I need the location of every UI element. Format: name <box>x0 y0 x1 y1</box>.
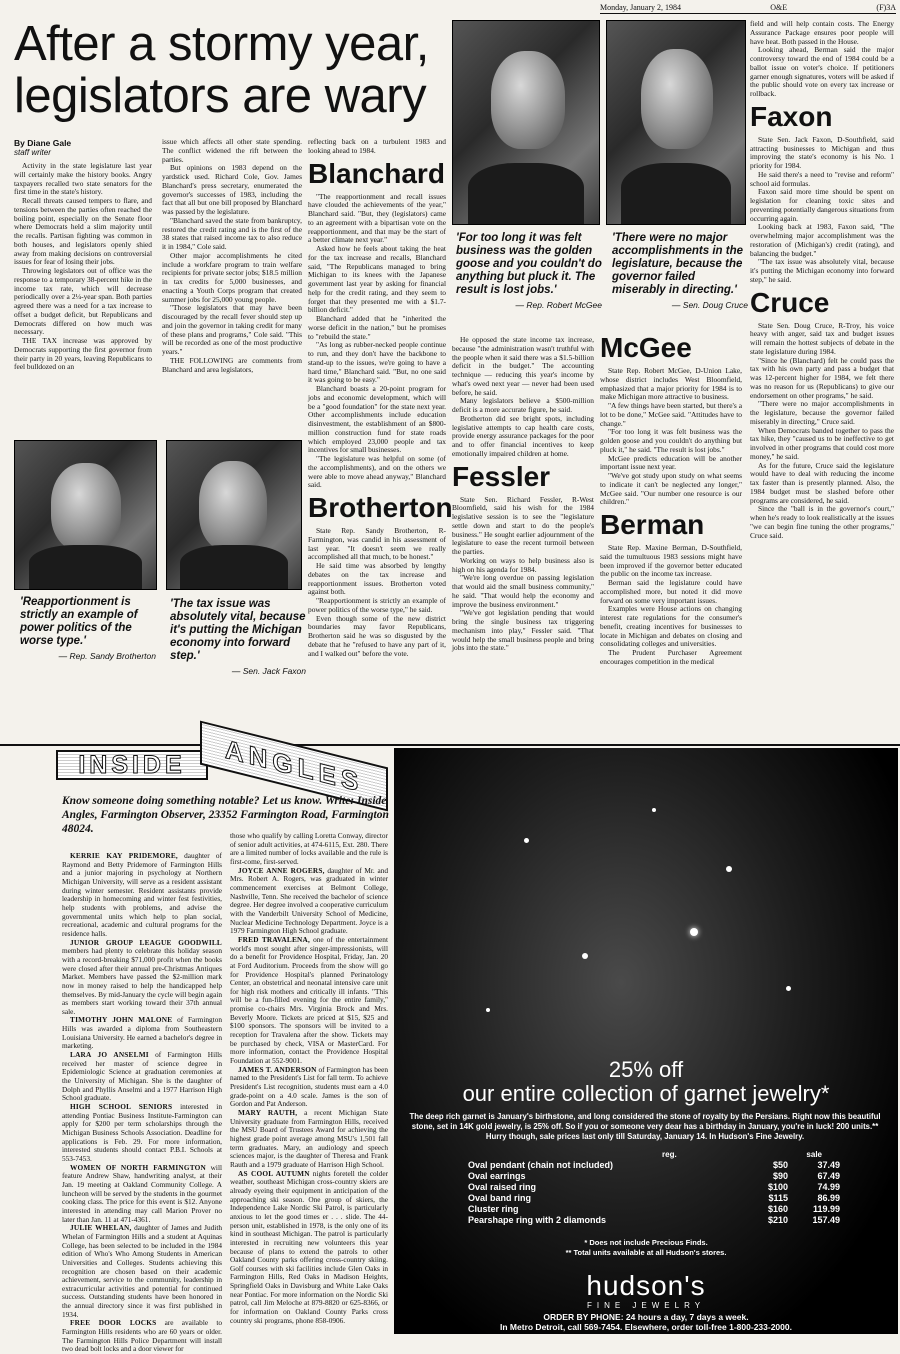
inside-angles-item <box>62 1164 222 1225</box>
col-reg-label: reg. <box>662 1150 677 1159</box>
price-row <box>464 1171 844 1182</box>
article-paragraph: Examples were House actions on changing interest rate regulations for the consumer's benefit, creating incentives for businesses to locate in Michigan and debates on closing and consolidating colleges and universities. <box>600 604 742 649</box>
quote-text: 'Reapportionment is strictly an example of power politics of the worse type.' <box>20 596 138 647</box>
hudsons-garnet-ad <box>394 748 898 1334</box>
price-row <box>464 1215 844 1226</box>
article-paragraph: "The tax issue was absolutely vital, because it's putting the Michigan economy into forward step," he said. <box>750 257 894 284</box>
sale-price: 157.49 <box>812 1215 840 1225</box>
item-text: daughter of Mr. and Mrs. Robert A. Rogers, was graduated in winter commencement exercises at Belmont College, Nashville, Tenn. She received the bachelor of science degree. Her degree involved a cooperative curriculum with the Vanderbilt University School of Medicine, Nuclear Medicine Technology Department. Joyce is a 1979 Farmington High School graduate. <box>230 865 388 936</box>
page-folio <box>600 3 896 12</box>
item-text: will feature Andrew Shaw, handwriting analyst, at their Jan. 19 meeting at Oakland Community College. A luncheon will be served by the students in the gourmet cooking class. The price for this event is $12. Anyone interested in attending may call Marion Prover no later than Jan. 11 at 471-4361. <box>62 1162 222 1224</box>
article-paragraph: issue which affects all other state spending. The conflict widened the rift between the parties. <box>162 137 302 164</box>
item-name: FRED TRAVALENA, <box>238 934 310 944</box>
subhead-brotherton: Brotherton <box>308 492 453 523</box>
hudsons-logo: hudson's <box>586 1270 706 1301</box>
item-text: daughter of Raymond and Betty Pridemore of Farmington Hills and a junior majoring in psychology at Northern Michigan University, will serve as a resident assistant during winter semester. Resident assistants provide leadership in homecoming and winter fest festivities, help students with problems, and advise the governmental units which help to plan social, recreational, academic and cultural programs for the residence halls. <box>62 851 222 938</box>
pull-quote-mcgee <box>456 232 602 312</box>
reg-price: $115 <box>768 1193 788 1203</box>
item-name: KERRIE KAY PRIDEMORE, <box>70 851 178 860</box>
article-paragraph: THE FOLLOWING are comments from Blanchard and area legislators, <box>162 355 302 374</box>
item-text: are available to Farmington Hills residents who are 60 years or older. The Farmington Hills Police Department will install two dead bolt locks and a door viewer for <box>62 1318 223 1354</box>
order-line-1: ORDER BY PHONE: 24 hours a day, 7 days a week. <box>543 1312 749 1322</box>
sale-price: 86.99 <box>817 1193 840 1203</box>
item-name: MARY RAUTH, <box>238 1108 298 1117</box>
article-column-3 <box>308 137 453 738</box>
sale-price: 37.49 <box>817 1160 840 1170</box>
sparkle-icon <box>582 953 588 959</box>
article-paragraph: Brotherton did see bright spots, including legislative attempts to cap health care costs, provide energy assurance packages for the poor and to offer financial incentives to keep emotionally impaired children at home. <box>452 413 594 458</box>
article-paragraph: reflecting back on a turbulent 1983 and looking ahead to 1984. <box>308 137 446 155</box>
hudsons-logo-sub: FINE JEWELRY <box>586 1301 706 1310</box>
pull-quote-cruce <box>612 232 748 312</box>
quote-attribution: — Sen. Doug Cruce <box>671 300 748 310</box>
item-text: a recent Michigan State University graduate from Farmington Hills, received the MSU Board of Trustees Award for achieving the highest grade point average among MSU's 1,501 fall term graduates. Mary, an audiology and speech sciences major, is the daughter of Theresa and Frank Rauth and a 1979 graduate of Harrison High School. <box>230 1108 388 1169</box>
byline-role: staff writer <box>14 148 51 157</box>
ad-headline-collection: our entire collection of garnet jewelry* <box>462 1081 830 1106</box>
sparkle-icon <box>652 808 656 812</box>
inside-angles-column-left <box>62 851 223 1354</box>
inside-angles-column-right <box>230 832 388 1334</box>
inside-angles-item <box>62 1016 222 1051</box>
folio-date: Monday, January 2, 1984 <box>600 3 682 12</box>
pull-quote-brotherton <box>20 596 156 663</box>
inside-angles-item <box>62 1319 222 1354</box>
reg-price: $160 <box>767 1204 788 1214</box>
item-name: JUNIOR GROUP LEAGUE GOODWILL <box>70 937 222 947</box>
article-paragraph: Faxon said more time should be spent on legislation for cleaning toxic sites and preventing potentially dangerous situations from occurring again. <box>750 187 894 223</box>
ad-footnote-1: * Does not include Precious Finds. <box>584 1238 708 1247</box>
article-paragraph: "Blanchard saved the state from bankruptcy, restored the credit rating and is the first of the 38 states that raised income tax to also reduce it in 1984," Cole said. <box>162 215 302 251</box>
photo-brotherton <box>14 440 157 590</box>
item-name: Cluster ring <box>468 1204 519 1214</box>
item-name: Oval band ring <box>468 1193 532 1203</box>
article-paragraph: State Sen. Jack Faxon, D-Southfield, said attracting businesses to Michigan and thus improving the state's economy is his No. 1 priority for 1984. <box>750 134 894 170</box>
article-paragraph: But opinions on 1983 depend on the yardstick used. Richard Cole, Gov. James Blanchard's press secretary, enumerated the governor's successes of 1983, including the fact that all but one bill proposed by Blanchard was passed by the legislature. <box>162 163 302 216</box>
quote-attribution: — Rep. Robert McGee <box>515 300 602 310</box>
price-table <box>464 1160 844 1226</box>
article-paragraph: "We're long overdue on passing legislation that would aid the small business community," he said. "That would help the economy and improve the business environment." <box>452 573 594 609</box>
item-text: daughter of James and Judith Whelan of Farmington Hills and a student at Aquinas College, has been selected to be included in the 1984 edition of Who's Who Among Students in American Universities and Colleges. Students achieving this recognition are chosen based on their academic achievement, service to the community, leadership in extracurricular activities and potential for continued success. Outstanding students have been honored in the annual directory since it was first published in 1934. <box>62 1223 223 1319</box>
item-name: HIGH SCHOOL SENIORS <box>70 1102 173 1112</box>
article-paragraph: "The reapportionment and recall issues have clouded the achievements of the year," Blanchard said. "But, they (legislators) came to an agreement with a bipartisan vote on the reapportionment, and that may be the start of a better climate next year." <box>308 191 446 245</box>
portrait-face <box>491 51 565 149</box>
item-name: AS COOL AUTUMN <box>238 1168 310 1178</box>
sparkle-icon <box>786 986 791 991</box>
inside-angles-item <box>62 1224 222 1319</box>
inside-angles-logo-left: INSIDE <box>56 750 208 780</box>
item-name: Oval raised ring <box>468 1182 537 1192</box>
article-paragraph: THE TAX increase was approved by Democrats supporting the first governor from their party in 20 years, leaving Republicans to feel bulldozed on an <box>14 336 152 372</box>
quote-text: 'For too long it was felt business was the golden goose and you couldn't do anything but pluck it. The result is lost jobs.' <box>456 232 602 296</box>
article-paragraph: Since the "ball is in the governor's court," when he's ready to look realistically at the issues "we can begin fine tuning the other programs," Cruce said. <box>750 504 894 540</box>
ad-body-text: The deep rich garnet is January's birthstone, and long considered the stone of royalty by the Persians. Right now this beautiful stone, set in 14K gold jewelry, is 25% off. So if you or someone very dear has a birthday in January, you're in luck! 200 units.** Hurry though, sale prices last only till Saturday, January 14. In Hudson's Fine Jewelry. <box>409 1112 881 1141</box>
article-paragraph: "Those legislators that may have been discouraged by the recall fever should step up and join the governor in taking credit for many of these plans and programs," Cole said. "This will be recorded as one of the most productive years." <box>162 303 302 356</box>
subhead-cruce: Cruce <box>750 286 830 318</box>
article-paragraph: He opposed the state income tax increase, because "the administration wasn't truthful with the people when it said there was a $1.5-billion deficit in the budget." The accounting technique — reducing this year's income by what's owed next year — never had been used before, he said. <box>452 335 594 397</box>
sparkle-icon <box>524 838 529 843</box>
inside-angles-item <box>230 936 388 1066</box>
article-column-1 <box>14 138 152 438</box>
quote-attribution: — Sen. Jack Faxon <box>231 666 306 676</box>
article-paragraph: "A few things have been started, but there's a lot to be done," McGee said. "Attitudes have to change." <box>600 401 742 428</box>
article-paragraph: Even though some of the new district boundaries may favor Republicans, Brotherton said he was so disgusted by the debate that he "refused to have any part of it, and I walked out" before the vote. <box>308 613 446 658</box>
price-row <box>464 1193 844 1204</box>
article-paragraph: Throwing legislators out of office was the response to a temporary 38-percent hike in the income tax rate, which will decrease periodically over a 2¼-year span. Both parties agreed there was a need for a tax increase to offset a budget deficit, but Republicans and Democrats differed on how much was necessary. <box>14 266 152 337</box>
article-paragraph: State Rep. Sandy Brotherton, R-Farmington, was candid in his assessment of last year. "It doesn't seem we really accomplished all that much, to be honest." <box>308 526 446 562</box>
item-name: TIMOTHY JOHN MALONE <box>70 1015 173 1025</box>
subhead-faxon: Faxon <box>750 100 833 132</box>
quote-attribution: — Rep. Sandy Brotherton <box>58 651 156 661</box>
item-name: JULIE WHELAN, <box>70 1223 132 1233</box>
section-divider <box>0 744 900 746</box>
price-row <box>464 1182 844 1193</box>
article-paragraph: "For too long it was felt business was the golden goose and you couldn't do anything but pluck it," he said. "The result is lost jobs." <box>600 427 742 454</box>
subhead-mcgee: McGee <box>600 332 692 363</box>
portrait-face <box>641 49 713 149</box>
item-text: members had plenty to celebrate this holiday season with a record-breaking $71,000 profit when the books were closed after their annual pre-Christmas Antiques Market. Members have passed the $2-million mark now in money raised to help the handicapped help themselves. By mid-January the cycle will begin again as members start working toward their 37th annual sale. <box>62 946 222 1016</box>
inside-angles-item <box>62 1051 222 1103</box>
portrait-suit <box>29 545 142 589</box>
item-text: one of the entertainment world's most sought after singer-impressionists, will do a benefit for Providence Hospital, Friday, Jan. 20 at Ford Auditorium. Proceeds from the show will go for Providence Hospital's planned Perinatology Center, an obstetrical and neonatal intensive care unit for high risk mothers and critically ill infants. "This will be a fun-filled evening for the entire family," promise co-chairs Mrs. Virginia Brock and Mrs. Beverly Moore. Tickets are priced at $15, $25 and $100 sponsors. The sponsors will be invited to a reception for Travalena after the show. Tickets may be purchased by check, VISA or MasterCard. For more information, contact the Providence Hospital Foundation at 552-9001. <box>230 934 388 1066</box>
inside-angles-item <box>62 852 222 939</box>
item-name: FREE DOOR LOCKS <box>70 1318 157 1328</box>
portrait-suit <box>468 163 585 224</box>
article-paragraph: The Prudent Purchaser Agreement encourages competition in the medical <box>600 648 742 666</box>
item-text: of Farmington Hills was awarded a diploma from Southeastern Louisiana University. He earned a bachelor's degree in marketing. <box>62 1015 222 1051</box>
order-line-2: In Metro Detroit, call 569-7454. Elsewhere, order toll-free 1-800-233-2000. <box>500 1321 792 1332</box>
subhead-berman: Berman <box>600 509 705 540</box>
item-text: interested in attending Pontiac Business Institute-Farmington can apply for $200 per term scholarships through the Michigan Business Schools Association. Deadline for applications is Feb. 29. For more information, interested students should contact P.B.I. Schools at 553-7453. <box>62 1102 222 1163</box>
article-paragraph: Other major accomplishments he cited include a workfare program to train welfare recipients for private sector jobs; $18.5 million in tax credits for 5,000 businesses, and enacting a Youth Corps program that created summer jobs for 25,000 young people. <box>162 250 302 304</box>
item-name: WOMEN OF NORTH FARMINGTON <box>70 1162 207 1172</box>
item-name: Oval earrings <box>468 1171 526 1181</box>
reg-price: $210 <box>767 1215 788 1225</box>
portrait-face <box>51 463 121 551</box>
inside-angles-item <box>230 1109 388 1170</box>
article-paragraph: "We've got legislation pending that would bring the single business tax triggering mechanism into play," Fessler said. "That would help the small business people and bring jobs into the state." <box>452 608 594 653</box>
inside-angles-item <box>230 832 388 867</box>
folio-paper: O&E <box>770 3 788 12</box>
article-paragraph: Many legislators believe a $500-million deficit is a more accurate figure, he said. <box>452 396 594 414</box>
item-name: LARA JO ANSELMI <box>70 1050 149 1060</box>
reg-price: $100 <box>767 1182 788 1192</box>
item-text: of Farmington Hills received her master of science degree in Epidemiologic Science at graduation ceremonies at the University of Michigan. She is the daughter of Dolph and Phyllis Anselmi and a 1977 Harrison High School graduate. <box>62 1050 222 1103</box>
article-paragraph: State Rep. Robert McGee, D-Union Lake, whose district includes West Bloomfield, emphasized that a major priority for 1984 is to make Michigan more attractive to business. <box>600 366 742 402</box>
sale-price: 74.99 <box>817 1182 840 1192</box>
ad-headline <box>394 1058 898 1106</box>
article-paragraph: "The legislature was helpful on some (of the accomplishments), and on the others we were able to move ahead anyway," Blanchard said. <box>308 454 446 490</box>
article-paragraph: "We've got study upon study on what seems to indicate it can't be neglected any longer," McGee said. "Our number one resource is our children." <box>600 471 742 507</box>
article-paragraph: Looking back at 1983, Faxon said, "The overwhelming major accomplishment was the restoration of (Michigan's) credit (rating), and balancing the budget." <box>750 222 894 258</box>
photo-faxon <box>166 440 302 590</box>
item-text: those who qualify by calling Loretta Conway, director of senior adult activities, at 474-6115, Ext. 280. There are a limited number of locks available and the rule is first-come, first-served. <box>230 831 388 866</box>
subhead-fessler: Fessler <box>452 460 551 492</box>
sale-price: 119.99 <box>812 1204 840 1214</box>
pull-quote-faxon <box>170 598 306 678</box>
article-column-6 <box>750 20 894 738</box>
sparkle-icon <box>486 1008 490 1012</box>
item-name: JAMES T. ANDERSON <box>238 1064 317 1074</box>
article-paragraph: As for the future, Cruce said the legislature would have to deal with reducing the income tax faster than is presently planned. Also, the 1984 budget must be slashed before other programs are considered, he said. <box>750 460 894 505</box>
folio-rule <box>600 13 896 14</box>
article-paragraph: "There were no major accomplishments in the legislature, because the governor failed miserably in directing," Cruce said. <box>750 399 894 426</box>
sparkle-icon <box>726 866 732 872</box>
byline-name: By Diane Gale <box>14 138 72 148</box>
article-paragraph: Blanchard added that he "inherited the worse deficit in the nation," but he promises to "rebuild the state." <box>308 314 446 341</box>
inside-angles-item <box>230 1170 388 1326</box>
article-paragraph: He said there's a need to "revise and reform" school aid formulas. <box>750 169 894 188</box>
inside-angles-logo-right: ANGLES <box>200 721 388 812</box>
headline: After a stormy year, legislators are wary <box>14 17 429 123</box>
item-name: Pearshape ring with 2 diamonds <box>468 1215 607 1225</box>
item-text: of Farmington has been named to the President's List for fall term. To achieve President's List recognition, students must earn a 4.0 grade-point on a 4.0 scale. James is the son of Gordon and Pat Anderson. <box>230 1064 389 1109</box>
article-paragraph: Berman said the legislature could have accomplished more, but noted it did move forward on some very important issues. <box>600 578 742 605</box>
ad-headline-discount: 25% off <box>608 1057 684 1082</box>
sale-price: 67.49 <box>817 1171 840 1181</box>
article-paragraph: Recall threats caused tempers to flare, and tensions between the parties often reached the boiling point, especially on the Senate floor where Democrats held a slim majority until the recalls. Partisan fighting was common in both houses, and legislators openly shied away from making decisions on controversial issues for fear of losing their jobs. <box>14 196 152 267</box>
article-paragraph: Activity in the state legislature last year will certainly make the history books. Angry taxpayers recalled two state senators for the first time in the state's history. <box>14 161 152 197</box>
inside-angles-item <box>230 1066 388 1109</box>
col-sale-label: sale <box>806 1150 822 1159</box>
subhead-blanchard: Blanchard <box>308 157 445 189</box>
quote-text: 'There were no major accomplishments in the legislature, because the governor failed miserably in directing.' <box>612 232 744 296</box>
item-name: JOYCE ANNE ROGERS, <box>238 865 325 875</box>
folio-section: (F)3A <box>876 3 896 12</box>
article-paragraph: Blanchard boasts a 20-point program for jobs and economic development, which will be a "good foundation" for the state next year. Other accomplishments include education disinvestment, the establishment of an $800-million construction fund for state roads which employed 23,000 people and tax incentives for small businesses. <box>308 384 446 455</box>
article-paragraph: State Sen. Richard Fessler, R-West Bloomfield, said his wish for the 1984 legislative session is to see the "legislature settle down and start to do the people's business." He sought earlier adjournment of the legislature to ease the recent turmoil between the parties. <box>452 494 594 556</box>
inside-angles-intro: Know someone doing something notable? Let us know. Write: Inside Angles, Farmington Observer, 23352 Farmington Road, Farmington 48024. <box>62 795 389 835</box>
article-paragraph: "Reapportionment is strictly an example of power politics of the worse type," he said. <box>308 596 446 614</box>
article-paragraph: field and will help contain costs. The Energy Assurance Package ensures poor people will have heat. Both passed in the House. <box>750 19 894 46</box>
inside-angles-item <box>62 1103 222 1164</box>
article-paragraph: State Sen. Doug Cruce, R-Troy, his voice heavy with anger, said tax and budget issues will remain the hottest subjects of debate in the state legislature during 1984. <box>750 320 894 356</box>
garnet-ring-highlight <box>690 928 698 936</box>
price-table-header <box>662 1150 822 1159</box>
article-paragraph: State Rep. Maxine Berman, D-Southfield, said the tumultuous 1983 sessions might have been improved if the governor better educated the public on the income tax increase. <box>600 543 742 579</box>
reg-price: $50 <box>772 1160 788 1170</box>
article-column-4 <box>452 336 594 738</box>
article-paragraph: McGee predicts education will be another important issue next year. <box>600 453 742 472</box>
order-by-phone <box>394 1313 898 1332</box>
portrait-suit <box>621 163 731 224</box>
reg-price: $90 <box>772 1171 788 1181</box>
article-paragraph: Working on ways to help business also is high on his agenda for 1984. <box>452 555 594 574</box>
inside-angles-item <box>230 867 388 936</box>
item-name: Oval pendant (chain not included) <box>468 1160 614 1170</box>
article-paragraph: "As long as rubber-necked people continue to run, and they don't have the backbone to stand-up to the issues, we're going to have a hard time," Blanchard said. "But, no one said it was going to be easy." <box>308 340 446 385</box>
article-paragraph: When Democrats banded together to pass the tax hike, they "caused us to be ineffective to get involved in other programs that could cost more money," he said. <box>750 425 894 461</box>
photo-mcgee <box>452 20 600 225</box>
ad-footnote-2: ** Total units available at all Hudson's stores. <box>565 1248 727 1257</box>
portrait-suit <box>180 545 287 589</box>
price-row <box>464 1160 844 1171</box>
article-paragraph: Asked how he feels about taking the heat for the tax increase and recalls, Blanchard said, "The Republicans managed to bring Michigan to its knees with the Japanese government last year by asking for financial help for the credit rating, and they seem to forget that they presented me with a $1.7-billion deficit." <box>308 244 446 315</box>
price-row <box>464 1204 844 1215</box>
article-paragraph: "Since he (Blanchard) felt he could pass the tax with his own party and pass a budget that was 12-percent higher for 1984, we felt there was no reason for us (Republicans) to give our endorsement on other programs," he said. <box>750 355 894 400</box>
item-text: nights foretell the colder weather, southeast Michigan cross-country skiers are already eyeing their equipment in anticipation of the approaching ski season. One group of skiers, the Independence Lake Nordic Ski Patrol, is particularly anxious to let the good times er . . . slide. The 44-person unit, established in 1978, is the only one of its kind in southeast Michigan. The patrol is particularly interested in recruiting new volunteers this year because of plans to extend the patrols to other Oakland County parks offering cross-country skiing. Golf courses with ski facilities include Glen Oaks in Farmington Hills, Red Oaks in Madison Heights, Springfield Oaks in Davisburg and White Lake Oaks near Pontiac. For more information on the Nordic Ski patrol, call Jim Meloche at 879-8820 or 625-8366, or for information on Oakland County Parks cross country ski programs, phone 858-0906. <box>230 1168 388 1325</box>
article-column-5 <box>600 330 742 738</box>
photo-cruce <box>606 20 746 225</box>
article-column-2 <box>162 138 302 438</box>
portrait-face <box>199 461 267 551</box>
article-paragraph: Looking ahead, Berman said the major controversy toward the end of 1984 could be a ballot issue on voter's choice. If petitioners garner enough signatures, voters will be asked if the public should vote on every tax increase or rollback. <box>750 45 894 98</box>
quote-text: 'The tax issue was absolutely vital, because it's putting the Michigan economy into forward step.' <box>170 598 306 662</box>
article-paragraph: He said time was absorbed by lengthy debates on the tax increase and reapportionment issues. Brotherton voted against both. <box>308 561 446 597</box>
inside-angles-item <box>62 939 222 1017</box>
